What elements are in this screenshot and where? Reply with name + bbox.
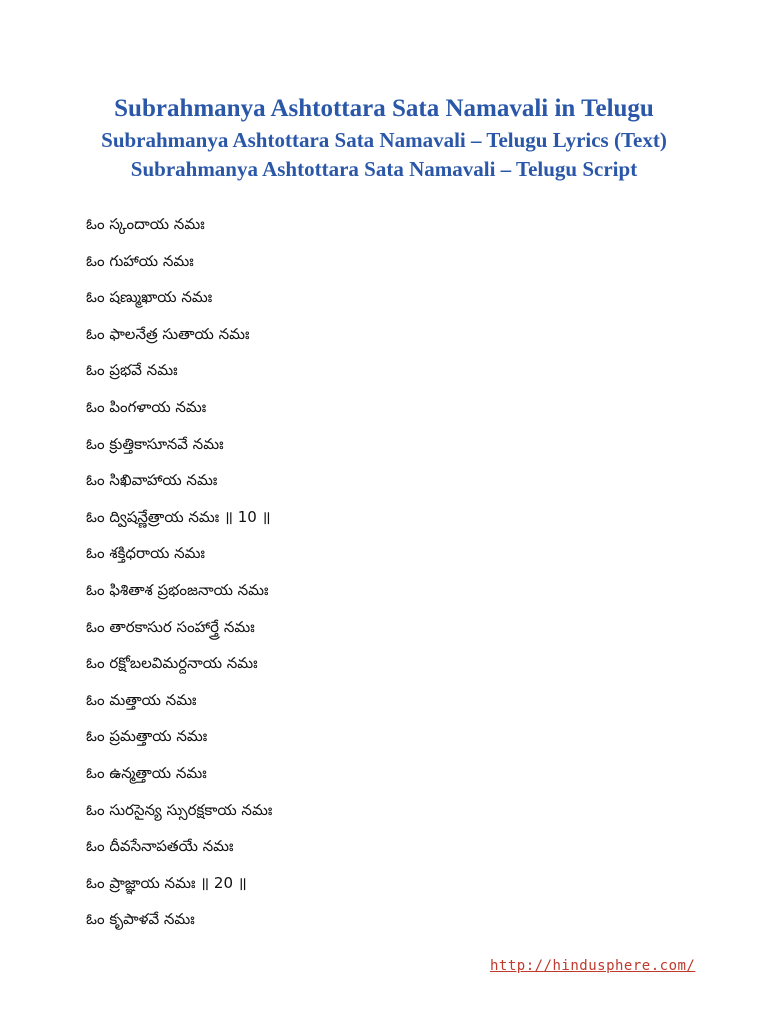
verse-line: ఓం ఫాలనేత్ర సుతాయ నమః — [86, 324, 250, 343]
page-subtitle-lyrics: Subrahmanya Ashtottara Sata Namavali – Telugu Lyrics (Text) — [101, 128, 667, 152]
verse-line: ఓం రక్షోబలవిమర్దనాయ నమః — [86, 654, 258, 673]
verse-line: ఓం స్కందాయ నమః — [86, 215, 205, 233]
verse-line: ఓం ఉన్మత్తాయ నమః — [86, 763, 207, 782]
verse-line: ఓం దీవసేనాపతయే నమః — [86, 837, 234, 856]
verse-line: ఓం పింగళాయ నమః — [86, 397, 207, 416]
page-title: Subrahmanya Ashtottara Sata Namavali in Telugu — [114, 95, 654, 122]
verse-line: ఓం ప్రభవే నమః — [86, 361, 178, 380]
page-subtitle-script: Subrahmanya Ashtottara Sata Namavali – Telugu Script — [130, 157, 638, 181]
verse-line: ఓం గుహాయ నమః — [86, 251, 194, 270]
verse-line: ఓం ప్రమత్తాయ నమః — [86, 727, 208, 746]
verse-line: ఓం మత్తాయ నమః — [86, 690, 197, 709]
verse-line: ఓం ప్రాజ్ఞాయ నమః ॥ 20 ॥ — [86, 873, 247, 892]
verse-line: ఓం షణ్ముఖాయ నమః — [86, 288, 213, 307]
site-link[interactable]: http://hindusphere.com/ — [490, 958, 696, 974]
verse-line: ఓం సురసైన్య స్సురక్షకాయ నమః — [86, 800, 273, 819]
verse-list — [86, 210, 272, 942]
verse-line: ఓం ఫిశితాశ ప్రభంజనాయ నమః — [86, 580, 269, 599]
verse-line: ఓం శక్తిధరాయ నమః — [86, 544, 205, 563]
verse-line: ఓం తారకాసుర సంహార్త్రే నమః — [86, 617, 255, 636]
title-block — [0, 92, 768, 184]
verse-line: ఓం సిఖివాహాయ నమః — [86, 471, 218, 490]
verse-line: ఓం క్రుత్తికాసూనవే నమః — [86, 434, 224, 453]
verse-line: ఓం కృపాళవే నమః — [86, 910, 195, 929]
verse-line: ఓం ద్విషన్ణేత్రాయ నమః ॥ 10 ॥ — [86, 507, 271, 526]
